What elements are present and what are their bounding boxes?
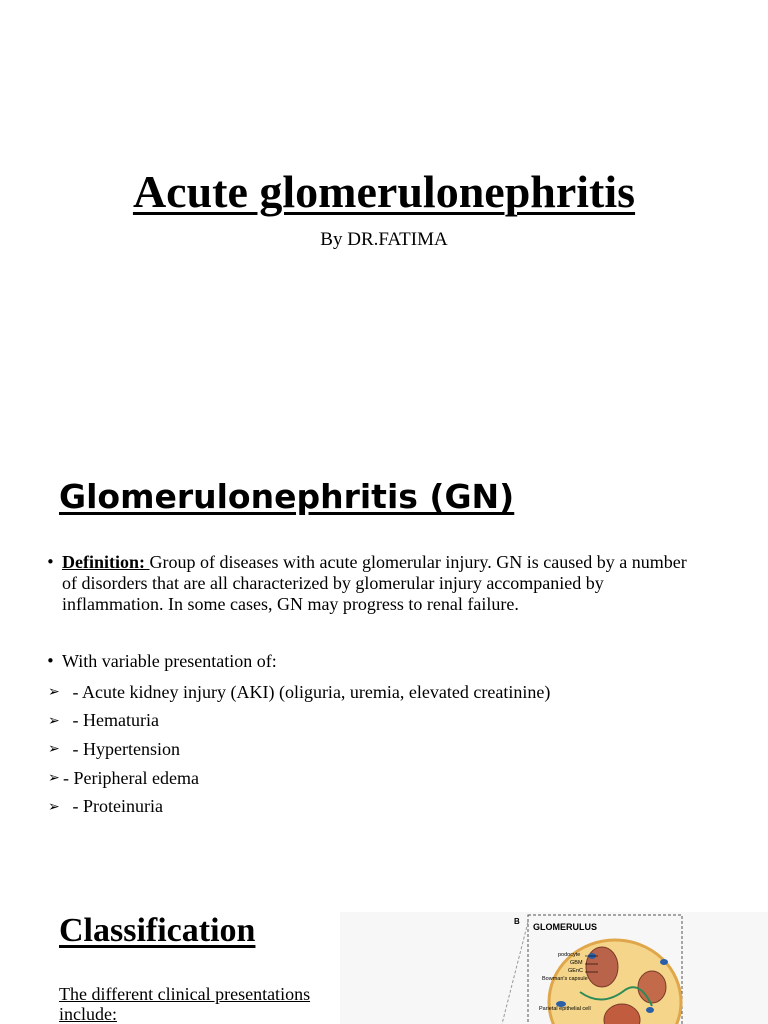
list-item (48, 735, 550, 764)
slide-heading: Glomerulonephritis (GN) (59, 477, 515, 516)
arrow-bullet-icon: ➢ (48, 712, 60, 729)
diagram-label: GEnC (568, 968, 583, 974)
list-item (48, 764, 550, 793)
presentation-list (48, 678, 550, 821)
bullet-dot-icon: • (46, 652, 55, 670)
capillary-loop (586, 947, 618, 987)
variable-presentation-text: With variable presentation of: (62, 651, 277, 671)
slide-heading: Classification (59, 912, 256, 949)
classification-slide (0, 900, 768, 1024)
list-item (48, 792, 550, 821)
title-slide (0, 0, 768, 300)
definition-text: Group of diseases with acute glomerular injury. GN is caused by a number of disorders that are all characterized by glomerular injury accompanied by inflammation. In some cases, GN may progress to renal failure. (62, 552, 687, 614)
definition-paragraph (62, 552, 702, 615)
list-item-text: - Hematuria (68, 710, 159, 731)
diagram-label: Parietal epithelial cell (539, 1006, 591, 1012)
list-item-text: - Hypertension (68, 738, 180, 759)
presentation-title: Acute glomerulonephritis (132, 166, 636, 217)
arrow-bullet-icon: ➢ (48, 770, 60, 787)
glomerulus-diagram (340, 912, 768, 1024)
capillary-loop (638, 971, 666, 1003)
arrow-bullet-icon: ➢ (48, 798, 60, 815)
diagram-label: Bowman's capsule (542, 976, 588, 982)
definition-bullet (46, 552, 706, 615)
list-item-text: - Acute kidney injury (AKI) (oliguria, uremia, elevated creatinine) (68, 681, 551, 702)
diagram-label: podocyte (558, 952, 581, 958)
arrow-bullet-icon: ➢ (48, 741, 60, 758)
classification-intro: The different clinical presentations include: (59, 984, 311, 1024)
list-item-text: - Proteinuria (68, 796, 163, 817)
diagram-label: GBM (570, 960, 583, 966)
podocyte-nucleus (646, 1007, 654, 1013)
podocyte-nucleus (660, 959, 668, 965)
list-item (48, 707, 550, 736)
arrow-bullet-icon: ➢ (48, 684, 60, 701)
variable-presentation-bullet (46, 651, 277, 672)
figure-title: GLOMERULUS (533, 922, 597, 932)
list-item-text: - Peripheral edema (63, 767, 199, 788)
list-item (48, 678, 550, 707)
panel-label: B (514, 917, 520, 926)
gn-slide (0, 460, 768, 840)
presentation-author: By DR.FATIMA (320, 229, 448, 250)
bullet-dot-icon: • (46, 553, 55, 571)
definition-label: Definition: (62, 552, 150, 572)
